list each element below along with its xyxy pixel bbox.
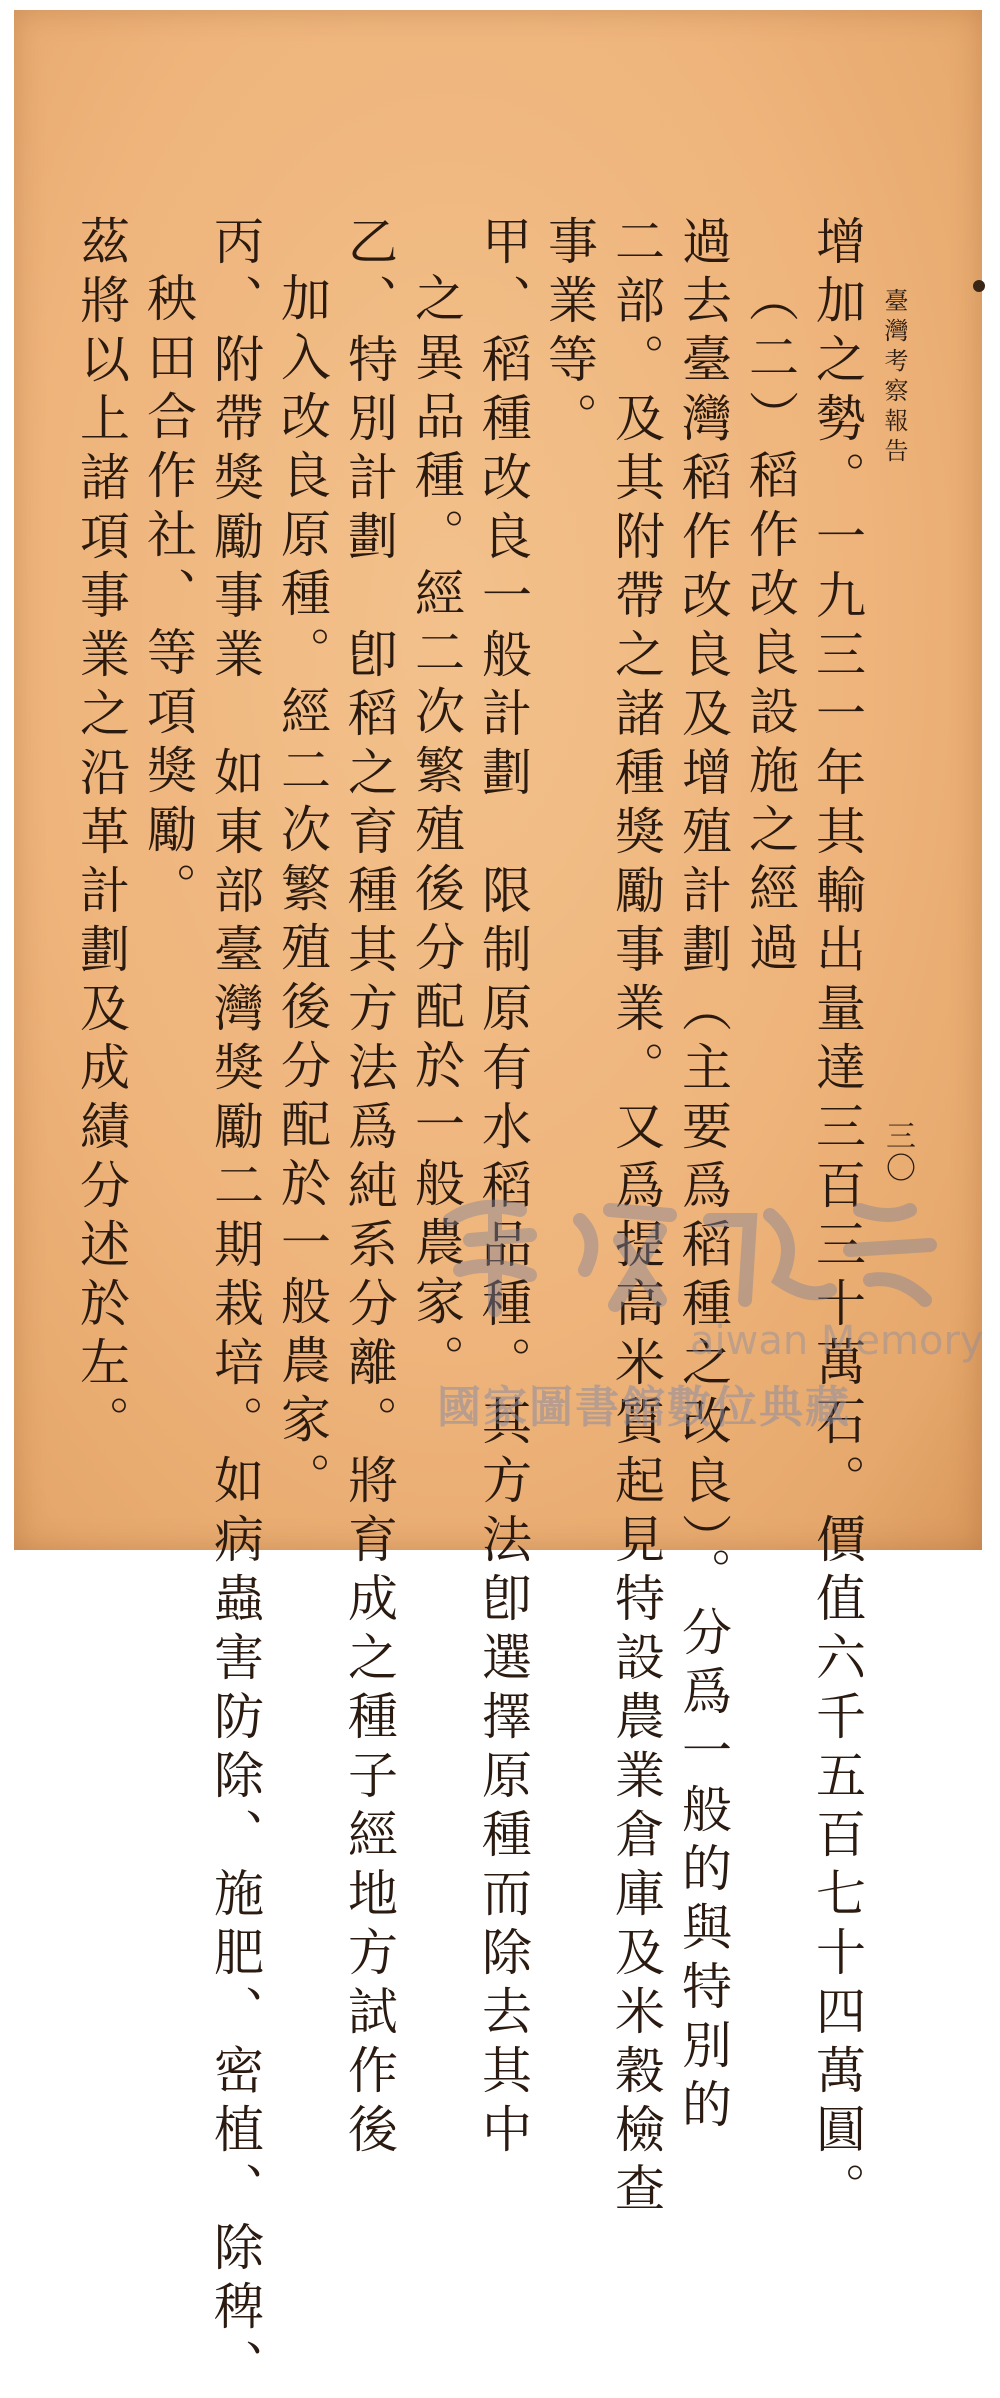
text-column-3: 過去臺灣稻作改良及增殖計劃（主要爲稻種之改良）。分爲一般的與特別的: [674, 215, 732, 2137]
page-blemish: [973, 280, 985, 292]
text-column-6: 甲、稻種改良一般計劃 限制原有水稻品種。其方法卽選擇原種而除去其中: [474, 215, 532, 2162]
text-column-8: 乙、特別計劃 卽稻之育種其方法爲純系分離。將育成之種子經地方試作後: [340, 215, 398, 2162]
text-column-12: 茲將以上諸項事業之沿革計劃及成績分述於左。: [72, 215, 130, 1454]
text-column-4: 二部。及其附帶之諸種獎勵事業。又爲提高米質起見特設農業倉庫及米穀檢查: [607, 215, 665, 2221]
text-column-2: （二）稻作改良設施之經過: [741, 272, 799, 980]
text-column-11: 秧田合作社、等項獎勵。: [139, 272, 197, 921]
text-column-5: 事業等。: [540, 215, 598, 451]
page-number: 三〇: [880, 1120, 915, 1184]
watermark-chinese: 國家圖書館數位典藏: [437, 1382, 851, 1433]
text-column-1: 增加之勢。一九三一年其輸出量達三百三十萬石。價值六千五百七十四萬圓。: [808, 215, 866, 2221]
text-column-10: 丙、附帶獎勵事業 如東部臺灣獎勵二期栽培。如病蟲害防除、施肥、密植、除稗、: [206, 215, 264, 2398]
text-column-9: 加入改良原種。經二次繁殖後分配於一般農家。: [273, 272, 331, 1511]
watermark-english: aiwan Memory: [690, 1318, 984, 1364]
text-column-7: 之異品種。經二次繁殖後分配於一般農家。: [407, 272, 465, 1393]
running-title: 臺灣考察報告: [880, 288, 908, 468]
taiwan-memory-logo: [410, 1180, 950, 1330]
